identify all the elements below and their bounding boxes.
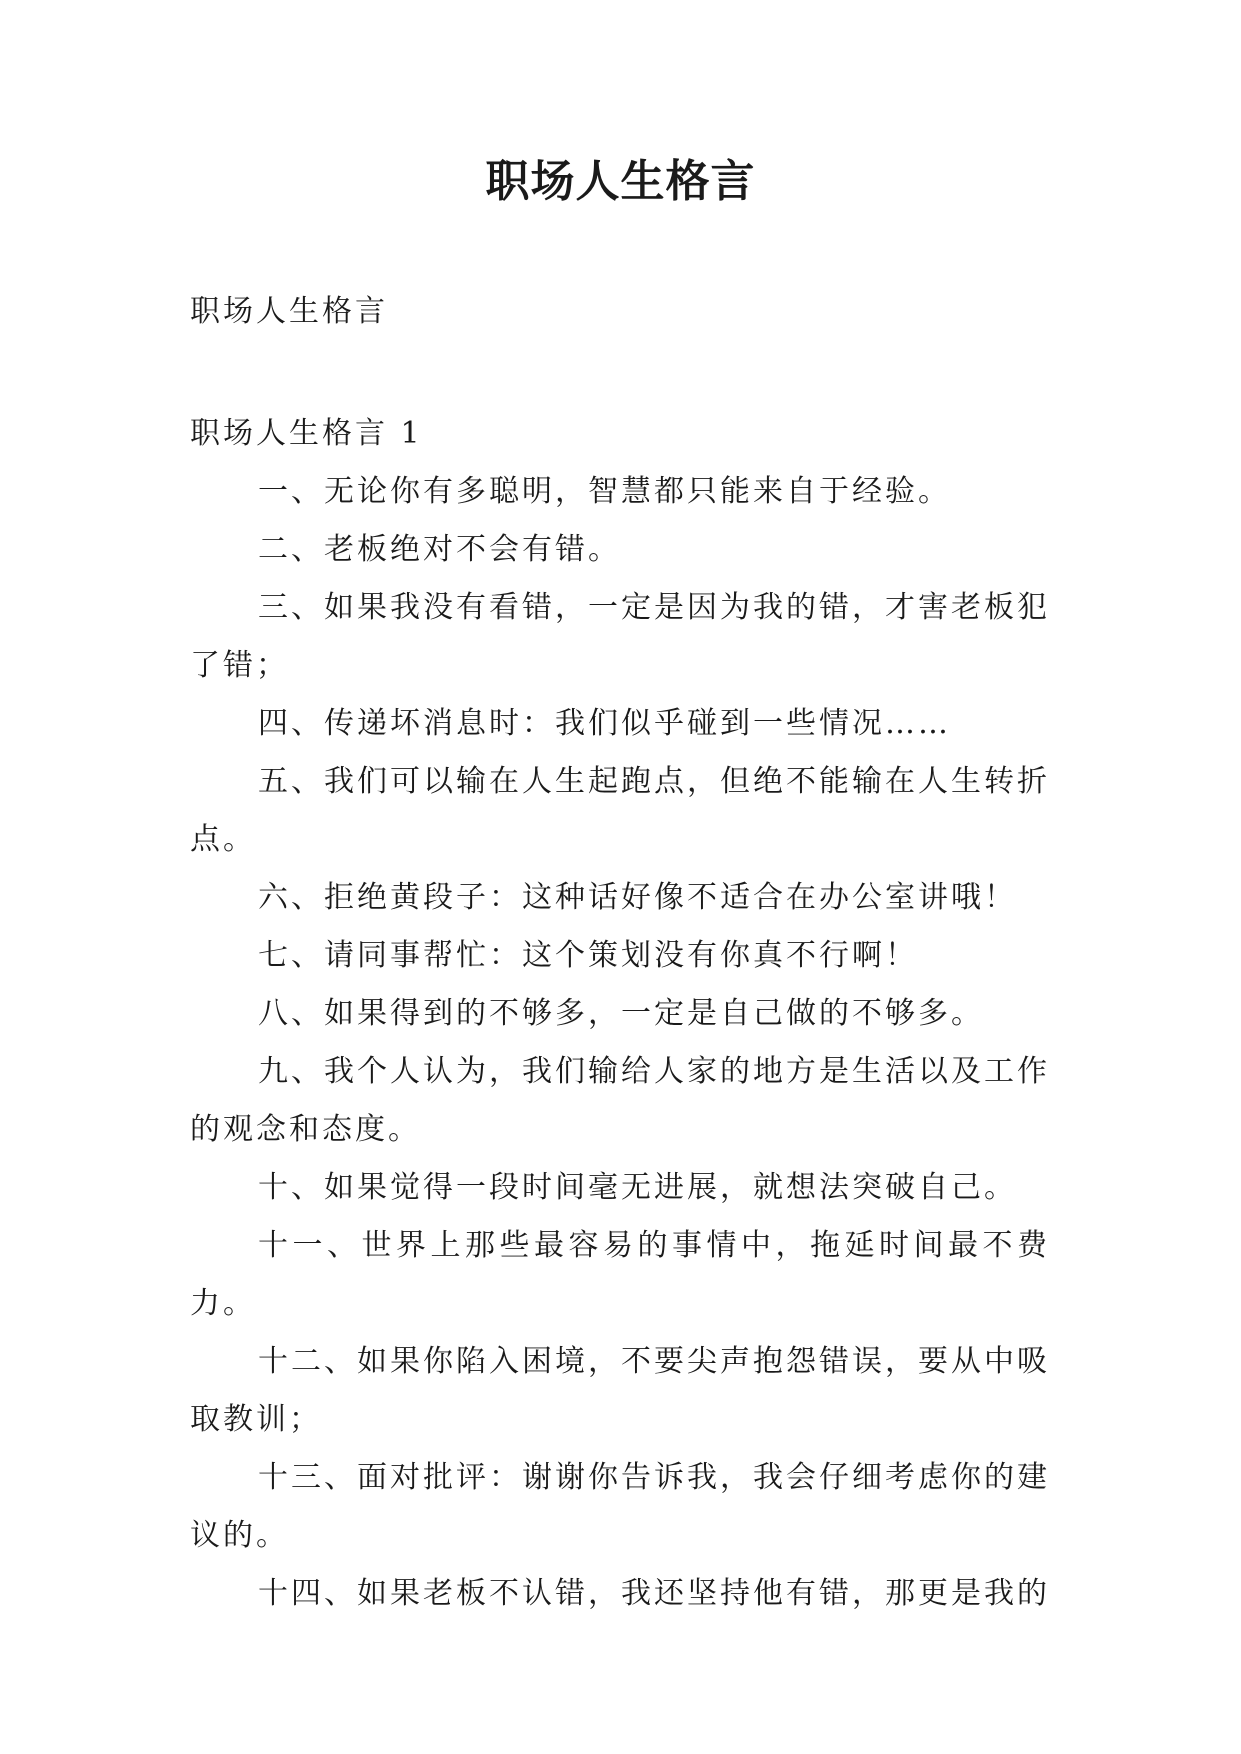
paragraph-10: 十、如果觉得一段时间毫无进展，就想法突破自己。 bbox=[258, 1170, 1017, 1205]
paragraph-3: 三、如果我没有看错，一定是因为我的错，才害老板犯了错； bbox=[190, 590, 1050, 683]
paragraph-2: 二、老板绝对不会有错。 bbox=[258, 532, 621, 567]
paragraph-9: 九、我个人认为，我们输给人家的地方是生活以及工作的观念和态度。 bbox=[190, 1054, 1050, 1147]
document-subtitle: 职场人生格言 bbox=[190, 294, 388, 329]
section-heading: 职场人生格言 1 bbox=[190, 416, 423, 451]
paragraph-1: 一、无论你有多聪明，智慧都只能来自于经验。 bbox=[258, 474, 951, 509]
paragraph-8: 八、如果得到的不够多，一定是自己做的不够多。 bbox=[258, 996, 984, 1031]
document-title: 职场人生格言 bbox=[485, 156, 756, 207]
paragraph-5: 五、我们可以输在人生起跑点，但绝不能输在人生转折点。 bbox=[190, 764, 1050, 857]
paragraph-11: 十一、世界上那些最容易的事情中，拖延时间最不费力。 bbox=[190, 1228, 1050, 1321]
paragraph-7: 七、请同事帮忙：这个策划没有你真不行啊！ bbox=[258, 938, 918, 973]
paragraph-13: 十三、面对批评：谢谢你告诉我，我会仔细考虑你的建议的。 bbox=[190, 1460, 1050, 1553]
paragraph-14: 十四、如果老板不认错，我还坚持他有错，那更是我的 bbox=[258, 1576, 1050, 1611]
paragraph-12: 十二、如果你陷入困境，不要尖声抱怨错误，要从中吸取教训； bbox=[190, 1344, 1050, 1437]
document-body bbox=[190, 405, 1050, 1623]
paragraph-4: 四、传递坏消息时：我们似乎碰到一些情况…… bbox=[258, 706, 951, 741]
paragraph-6: 六、拒绝黄段子：这种话好像不适合在办公室讲哦！ bbox=[258, 880, 1017, 915]
